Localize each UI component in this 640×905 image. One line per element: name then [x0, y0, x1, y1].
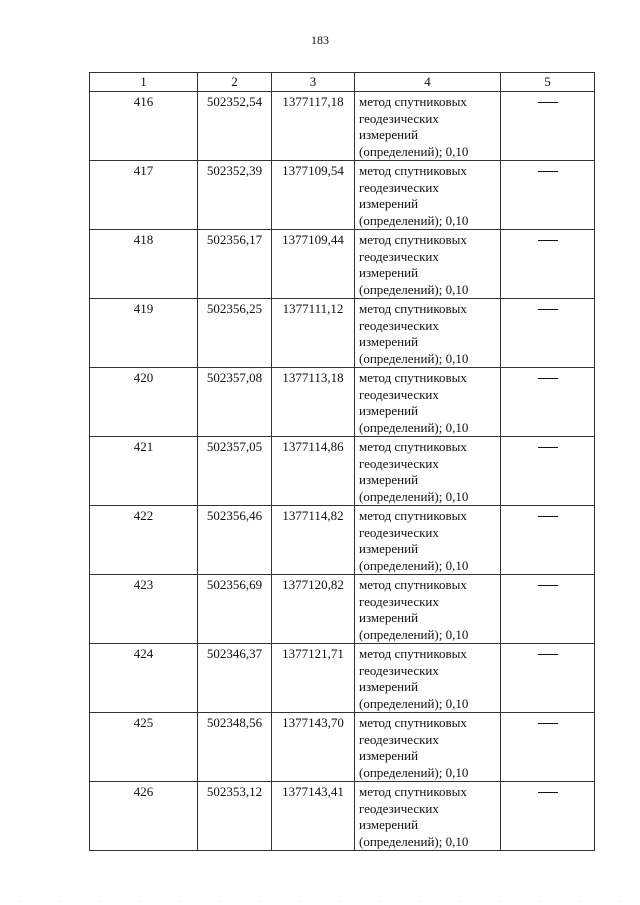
y-coordinate-cell: 1377143,70	[272, 713, 355, 782]
method-line: геодезических	[359, 800, 439, 816]
note-cell	[501, 506, 595, 575]
x-coordinate-cell: 502348,56	[198, 713, 272, 782]
x-coordinate-cell: 502353,12	[198, 782, 272, 851]
method-line: метод спутниковых	[359, 370, 467, 385]
x-coordinate-cell: 502356,46	[198, 506, 272, 575]
method-line: метод спутниковых	[359, 439, 467, 454]
x-coordinate-cell: 502352,54	[198, 92, 272, 161]
method-line: геодезических	[359, 662, 439, 678]
point-number-cell: 422	[90, 506, 198, 575]
note-cell	[501, 575, 595, 644]
x-coordinate-cell: 502356,25	[198, 299, 272, 368]
method-line: метод спутниковых	[359, 646, 467, 661]
y-coordinate-cell: 1377114,86	[272, 437, 355, 506]
note-cell	[501, 299, 595, 368]
method-line: геодезических	[359, 593, 439, 609]
method-cell	[355, 713, 501, 782]
method-line: метод спутниковых	[359, 715, 467, 730]
method-cell	[355, 161, 501, 230]
column-header-4: 4	[355, 73, 501, 92]
table-row	[90, 713, 595, 782]
method-cell	[355, 230, 501, 299]
method-cell	[355, 299, 501, 368]
x-coordinate-cell: 502356,69	[198, 575, 272, 644]
method-line: геодезических	[359, 317, 439, 333]
method-line: метод спутниковых	[359, 163, 467, 178]
x-coordinate-cell: 502356,17	[198, 230, 272, 299]
method-line: геодезических	[359, 248, 439, 264]
method-line: метод спутниковых	[359, 301, 467, 316]
method-line: (определений); 0,10	[359, 419, 469, 435]
table-row	[90, 437, 595, 506]
table-body	[90, 92, 595, 851]
column-header-5: 5	[501, 73, 595, 92]
x-coordinate-cell: 502357,08	[198, 368, 272, 437]
dash-mark	[538, 792, 558, 810]
point-number-cell: 416	[90, 92, 198, 161]
y-coordinate-cell: 1377117,18	[272, 92, 355, 161]
note-cell	[501, 782, 595, 851]
method-line: измерений	[359, 541, 419, 556]
table-row	[90, 92, 595, 161]
table-row	[90, 782, 595, 851]
dash-mark	[538, 585, 558, 603]
dash-mark	[538, 654, 558, 672]
dash-mark	[538, 378, 558, 396]
method-cell	[355, 437, 501, 506]
note-cell	[501, 368, 595, 437]
dash-mark	[538, 723, 558, 741]
method-line: (определений); 0,10	[359, 626, 469, 642]
method-cell	[355, 92, 501, 161]
note-cell	[501, 92, 595, 161]
note-cell	[501, 644, 595, 713]
method-line: метод спутниковых	[359, 508, 467, 523]
note-cell	[501, 230, 595, 299]
point-number-cell: 421	[90, 437, 198, 506]
point-number-cell: 423	[90, 575, 198, 644]
method-line: геодезических	[359, 179, 439, 195]
dash-mark	[538, 516, 558, 534]
method-line: (определений); 0,10	[359, 350, 469, 366]
y-coordinate-cell: 1377109,44	[272, 230, 355, 299]
method-line: метод спутниковых	[359, 94, 467, 109]
method-line: измерений	[359, 127, 419, 142]
y-coordinate-cell: 1377121,71	[272, 644, 355, 713]
y-coordinate-cell: 1377143,41	[272, 782, 355, 851]
y-coordinate-cell: 1377120,82	[272, 575, 355, 644]
table-header-row	[90, 73, 595, 92]
method-line: измерений	[359, 679, 419, 694]
y-coordinate-cell: 1377109,54	[272, 161, 355, 230]
method-line: геодезических	[359, 731, 439, 747]
table-row	[90, 644, 595, 713]
method-line: геодезических	[359, 110, 439, 126]
note-cell	[501, 713, 595, 782]
y-coordinate-cell: 1377114,82	[272, 506, 355, 575]
scan-artifact	[0, 900, 640, 902]
method-line: измерений	[359, 334, 419, 349]
method-line: метод спутниковых	[359, 577, 467, 592]
method-line: метод спутниковых	[359, 784, 467, 799]
method-line: измерений	[359, 196, 419, 211]
method-line: (определений); 0,10	[359, 281, 469, 297]
method-line: измерений	[359, 472, 419, 487]
method-cell	[355, 368, 501, 437]
dash-mark	[538, 447, 558, 465]
method-line: метод спутниковых	[359, 232, 467, 247]
method-line: измерений	[359, 748, 419, 763]
note-cell	[501, 161, 595, 230]
dash-mark	[538, 240, 558, 258]
method-line: (определений); 0,10	[359, 833, 469, 849]
method-line: измерений	[359, 403, 419, 418]
method-cell	[355, 644, 501, 713]
point-number-cell: 417	[90, 161, 198, 230]
coordinates-table	[89, 72, 595, 851]
table-row	[90, 575, 595, 644]
column-header-2: 2	[198, 73, 272, 92]
point-number-cell: 418	[90, 230, 198, 299]
method-line: измерений	[359, 817, 419, 832]
x-coordinate-cell: 502346,37	[198, 644, 272, 713]
dash-mark	[538, 102, 558, 120]
method-line: (определений); 0,10	[359, 212, 469, 228]
y-coordinate-cell: 1377113,18	[272, 368, 355, 437]
column-header-3: 3	[272, 73, 355, 92]
point-number-cell: 425	[90, 713, 198, 782]
method-line: (определений); 0,10	[359, 488, 469, 504]
table-row	[90, 299, 595, 368]
method-line: геодезических	[359, 455, 439, 471]
method-line: (определений); 0,10	[359, 695, 469, 711]
page-number: 183	[311, 33, 329, 47]
method-cell	[355, 782, 501, 851]
point-number-cell: 420	[90, 368, 198, 437]
note-cell	[501, 437, 595, 506]
dash-mark	[538, 309, 558, 327]
method-line: измерений	[359, 265, 419, 280]
column-header-1: 1	[90, 73, 198, 92]
y-coordinate-cell: 1377111,12	[272, 299, 355, 368]
method-cell	[355, 506, 501, 575]
point-number-cell: 426	[90, 782, 198, 851]
method-line: (определений); 0,10	[359, 764, 469, 780]
method-line: (определений); 0,10	[359, 557, 469, 573]
x-coordinate-cell: 502357,05	[198, 437, 272, 506]
table-row	[90, 368, 595, 437]
table-row	[90, 161, 595, 230]
method-line: (определений); 0,10	[359, 143, 469, 159]
table-row	[90, 230, 595, 299]
method-cell	[355, 575, 501, 644]
point-number-cell: 419	[90, 299, 198, 368]
point-number-cell: 424	[90, 644, 198, 713]
method-line: измерений	[359, 610, 419, 625]
method-line: геодезических	[359, 386, 439, 402]
table-row	[90, 506, 595, 575]
x-coordinate-cell: 502352,39	[198, 161, 272, 230]
method-line: геодезических	[359, 524, 439, 540]
dash-mark	[538, 171, 558, 189]
